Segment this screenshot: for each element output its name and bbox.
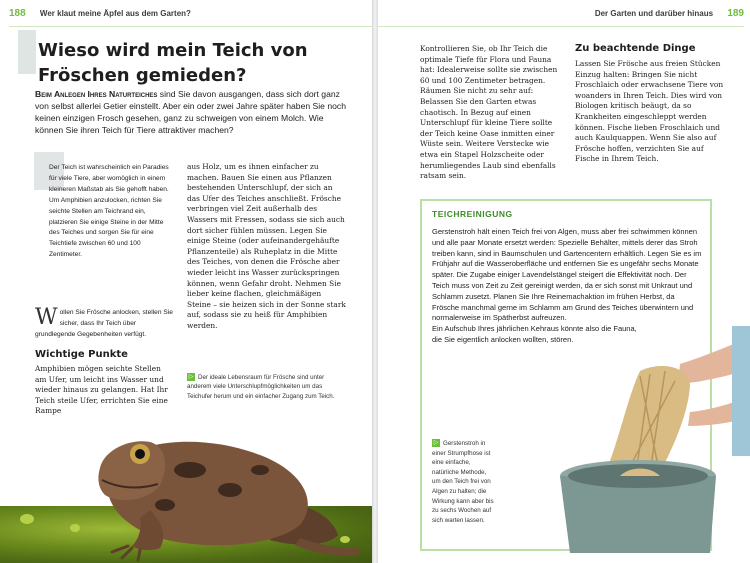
straw-caption-text: Gerstenstroh in einer Strumpfhose ist eine einfache, natürliche Methode, um den Teich frei von Algen zu halten; die Wirkung kann aber bis zu sechs Wochen auf sich warten lassen. (432, 440, 494, 524)
right-column-1-text: Kontrollieren Sie, ob Ihr Teich die optimale Tiefe für Flora und Fauna hat: Idealerweise sollte sie zwischen 60 und 100 Zentimeter betragen. Räumen Sie nicht zu sehr auf: Belassen Sie den Garten etwas chaotisch. In Bezug auf einen Unterschlupf für kleine Tiere sollte der Teich keine Oase inmitten einer Wüste sein. Weitere Verstecke wie etwa ein Stapel Holzscheite oder herumliegendes Laub sind ebenfalls ratsam sein. (420, 44, 558, 181)
right-header (595, 8, 744, 19)
title-decoration (18, 30, 36, 74)
intro-text: sind Sie davon ausgangen, dass sich dort ganz von selbst allerlei Getier einstellt. Aber ein oder zwei Jahre später haben Sie noch keinen einzigen Frosch gesehen, ganz zu schweigen von einem Molch. Wie können Sie ihren Teich für Tiere attraktiver machen? (35, 89, 346, 135)
frog-caption-text: Der ideale Lebensraum für Frösche sind unter anderem viele Unterschlupfmöglichkeiten um das Teichufer herum und ein einfacher Zugang zum Teich. (187, 374, 335, 400)
left-column-1-text: Der Teich ist wahrscheinlich ein Paradies für viele Tiere, aber womöglich in einem kleineren Maßstab als Sie gehofft haben. Um Amphibien anzulocken, richten Sie seichte Stellen am Teichrand ein, platzieren Sie einige Steine in der Mitte des Teiches und sorgen Sie für eine Teichtiefe zwischen 60 und 100 Zentimeter. (49, 164, 169, 259)
page-number-left: 188 (9, 8, 26, 19)
left-column-1-paragraph-2 (35, 305, 173, 341)
frog-caption (187, 373, 347, 401)
article-title: Wieso wird mein Teich von Fröschen gemieden? (38, 40, 308, 86)
wichtige-punkte-text: Amphibien mögen seichte Stellen am Ufer, um leicht ins Wasser und wieder hinaus zu gelangen. Hat Ihr Teich steile Ufer, errichten Sie eine Rampe (35, 364, 168, 416)
box-title: TEICHREINIGUNG (432, 209, 513, 219)
left-page (0, 0, 372, 563)
caption-arrow-icon: ▷ (433, 440, 439, 447)
zu-beachtende-dinge-heading: Zu beachtende Dinge (575, 43, 696, 54)
running-head-left: Wer klaut meine Äpfel aus dem Garten? (39, 9, 191, 18)
straw-photo (540, 326, 750, 553)
straw-bucket-icon (540, 326, 750, 553)
paragraph-2-text: ollen Sie Frösche anlocken, stellen Sie sicher, dass Ihr Teich über grundlegende Gegebenheiten verfügt. (35, 309, 173, 338)
intro-paragraph (35, 88, 347, 136)
caption-arrow-icon: ▷ (188, 374, 194, 381)
frog-icon (0, 410, 372, 563)
header-rule-left (9, 26, 372, 27)
header-rule-right (378, 26, 744, 27)
drop-initial: W (35, 305, 58, 330)
wichtige-punkte-heading: Wichtige Punkte (35, 349, 128, 360)
intro-lead-in: Beim Anlegen Ihres Naturteiches (35, 89, 158, 99)
box-text-wide: Gerstenstroh hält einen Teich frei von Algen, muss aber frei schwimmen können und alle paar Monate ersetzt werden: Spezielle Behälter, mittels derer das Stroh treiben kann, sind in Baumschulen und Gartencentern erhältlich. Legen Sie es im Frühjahr auf die Wasseroberfläche und entfernen Sie es ungefähr sechs Monate später. Die Zugabe einiger Lavendelstängel steigert die Effektivität noch. Der Teich muss von Zeit zu Zeit gereinigt werden, da er sich sonst mit Unkraut und Schlamm zusetzt. Planen Sie Ihre Reinemachaktion im frühen Herbst, da Frösche manchmal gerne im Schlamm am Grund des Teiches überwintern und normalerweise im Spätherbst aufreuzen. (432, 227, 702, 323)
left-header (9, 8, 191, 19)
running-head-right: Der Garten und darüber hinaus (594, 9, 714, 18)
right-page (378, 0, 750, 563)
frog-photo (0, 410, 372, 563)
box-text-narrow: Ein Aufschub Ihres jährlichen Kehraus könnte also die Fauna, die Sie eigentlich anlocken wollten, stören. (432, 324, 637, 344)
page-number-right: 189 (727, 8, 744, 19)
straw-caption (432, 439, 496, 525)
right-column-2-text: Lassen Sie Frösche aus freien Stücken Einzug halten: Bringen Sie nicht Froschlaich oder erwachsene Tiere von woanders in Ihren Teich. Dies wird von Biologen kritisch beäugt, da so Krankheiten eingeschleppt werden können. Fische lieben Froschlaich und auch Kaulquappen. Wenn Sie also auf Frösche hoffen, verzichten Sie auf Fische in Ihrem Teich. (575, 59, 724, 164)
teichreinigung-box (420, 199, 712, 551)
left-column-2-text: aus Holz, um es ihnen einfacher zu machen. Bauen Sie einen aus Pflanzen bestehenden Unterschlupf, der sich an das Ufer des Teiches anschließt. Frösche verbringen viel Zeit außerhalb des Wassers mit Fressen, sodass sie sich auch dort sicher fühlen müssen. Legen Sie einige Steine (oder aufeinandergehäufte Pflanzenteile) als Ruheplatz in die Mitte des Teiches, von denen die Frösche aber wieder leicht ins Wasser zurückspringen können, wenn Gefahr droht. Nehmen Sie lieber keine flachen, gleichmäßigen Steine – sie heizen sich in der Sonne stark auf, sodass sie zu heiß für Amphibien werden. (187, 162, 346, 330)
